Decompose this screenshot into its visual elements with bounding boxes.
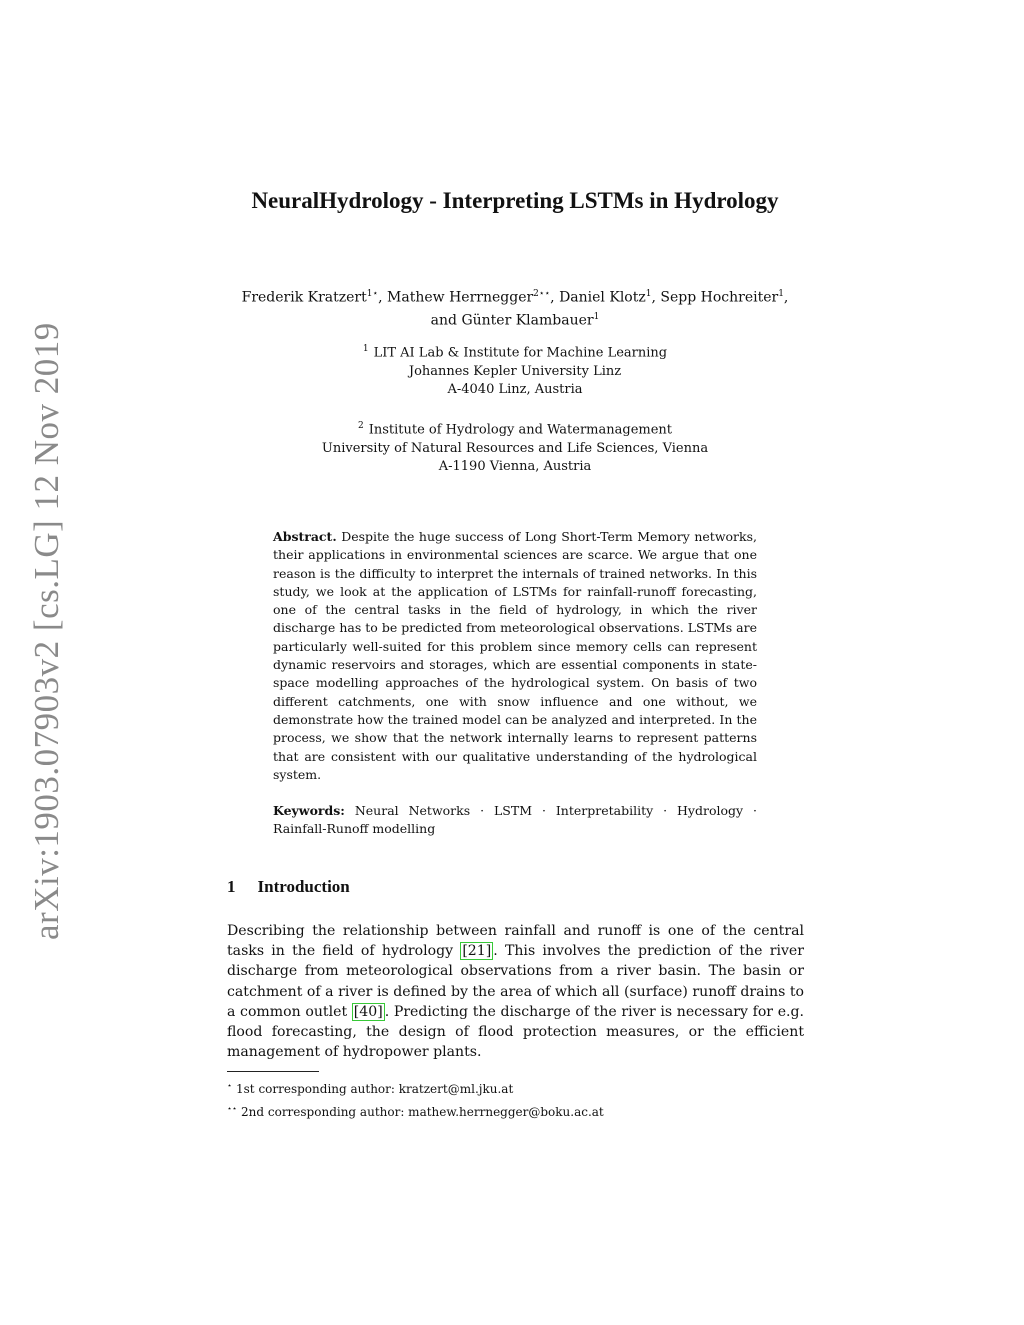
affiliation-2: $^2$ Institute of Hydrology and Watermanagement University of Natural Resources and Life Sciences, Vienna A-1190 Vienna, Austria bbox=[321, 421, 709, 475]
abstract bbox=[273, 528, 757, 784]
author-line-2: and Günter Klambauer$^1$ bbox=[430, 311, 600, 329]
abstract-text: Despite the huge success of Long Short-Term Memory networks, their applications in environmental sciences are scarce. We argue that one reason is the difficulty to interpret the internals of trained networks. In this study, we look at the application of LSTMs for rainfall-runoff forecasting, one of the central tasks in the field of hydrology, in which the river discharge has to be predicted from meteorological observations. LSTMs are particularly well-suited for this problem since memory cells can represent dynamic reservoirs and storages, which are essential components in state-space modelling approaches of the hydrological system. On basis of two different catchments, one with snow influence and one without, we demonstrate how the trained model can be analyzed and interpreted. In the process, we show that the network internally learns to represent patterns that are consistent with our qualitative understanding of the hydrological system. bbox=[273, 529, 757, 782]
author-affil-mark: 2⋆⋆ bbox=[533, 289, 551, 299]
author-name: Mathew Herrnegger bbox=[387, 289, 534, 306]
section-title: Introduction bbox=[257, 877, 350, 896]
affiliation-mark: 2 bbox=[357, 421, 364, 431]
affiliation-1: $^1$ LIT AI Lab & Institute for Machine Learning Johannes Kepler University Linz A-4040 Linz, Austria bbox=[362, 344, 668, 398]
keywords-label: Keywords: bbox=[273, 803, 345, 818]
footnote-mark: ⋆ bbox=[227, 1081, 233, 1090]
author-name: Frederik Kratzert bbox=[241, 289, 367, 306]
author-line-1: Frederik Kratzert$^{1⋆}$, Mathew Herrnegger$^{2⋆⋆}$, Daniel Klotz$^1$, Sepp Hochreiter$^1$, bbox=[241, 289, 789, 306]
author-affil-mark: 1⋆ bbox=[366, 289, 379, 299]
footnote-2: ⋆⋆ 2nd corresponding author: mathew.herrnegger@boku.ac.at bbox=[227, 1104, 604, 1119]
paper-title: NeuralHydrology - Interpreting LSTMs in Hydrology bbox=[251, 188, 779, 213]
author-list bbox=[220, 285, 810, 330]
author-affil-mark: 1 bbox=[778, 289, 784, 299]
introduction-paragraph: Describing the relationship between rainfall and runoff is one of the central tasks in the field of hydrology [21] . This involves the prediction of the river discharge from meteorological observations from a river basin. The basin or catchment of a river is defined by the area of which all (surface) runoff drains to a common outlet [40] . Predicting the discharge of the river is necessary for e.g. flood forecasting, the design of flood protection measures, or the efficient management of hydropower plants. bbox=[227, 923, 805, 1061]
arxiv-identifier-stamp: arXiv:1903.07903v2 [cs.LG] 12 Nov 2019 bbox=[27, 322, 66, 940]
abstract-label: Abstract. bbox=[273, 529, 337, 544]
footnote-1: ⋆ 1st corresponding author: kratzert@ml.jku.at bbox=[227, 1081, 514, 1096]
keywords bbox=[273, 802, 757, 839]
footnotes bbox=[227, 1076, 804, 1122]
affiliation-mark: 1 bbox=[362, 344, 369, 354]
footnote-rule bbox=[227, 1071, 319, 1072]
author-affil-mark: 1 bbox=[645, 289, 652, 299]
keywords-text: Neural Networks · LSTM · Interpretability · Hydrology · Rainfall-Runoff modelling bbox=[273, 803, 757, 837]
author-affil-mark: 1 bbox=[593, 311, 600, 322]
author-name: Günter Klambauer bbox=[461, 312, 594, 329]
section-heading bbox=[227, 876, 350, 898]
section-number: 1 bbox=[227, 877, 236, 896]
author-name: Sepp Hochreiter bbox=[660, 289, 779, 306]
author-name: Daniel Klotz bbox=[559, 289, 646, 306]
citation-link-40[interactable]: [40] bbox=[353, 1003, 383, 1020]
footnote-mark: ⋆⋆ bbox=[227, 1104, 238, 1113]
citation-link-21[interactable]: [21] bbox=[462, 943, 492, 960]
